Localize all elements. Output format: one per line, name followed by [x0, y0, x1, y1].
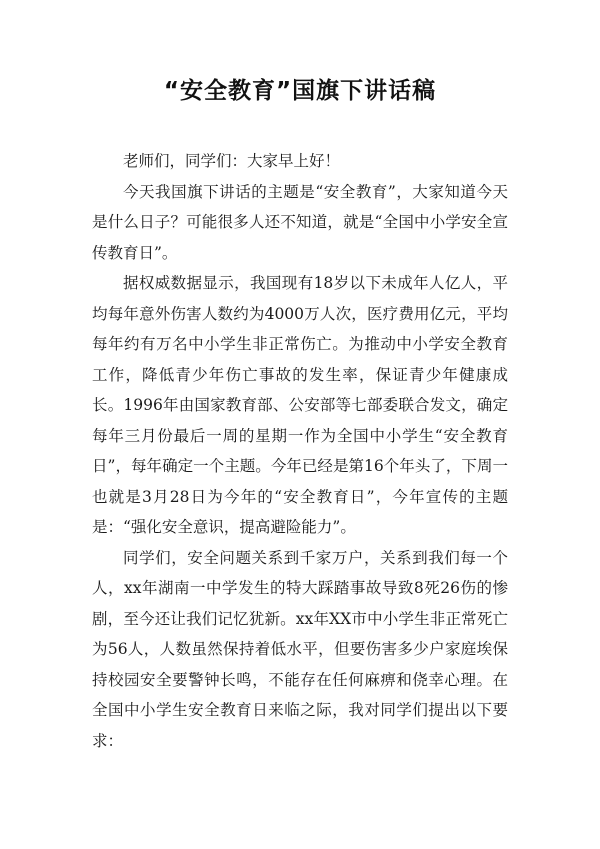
paragraph-intro: 今天我国旗下讲话的主题是“安全教育”，大家知道今天是什么日子？可能很多人还不知道，就是“全国中小学安全宣传教育日”。: [92, 182, 508, 262]
paragraph-statistics: 据权威数据显示，我国现有18岁以下未成年人亿人，平均每年意外伤害人数约为4000万人次，医疗费用亿元，平均每年约有万名中小学生非正常伤亡。为推动中小学安全教育工作，降低青少年伤亡事故的发生率，保证青少年健康成长。1996年由国家教育部、公安部等七部委联合发文，确定每年三月份最后一周的星期一作为全国中小学生“安全教育日”，每年确定一个主题。今年已经是第16个年头了，下周一也就是3月28日为今年的“安全教育日”，今年宣传的主题是：“强化安全意识，提高避险能力”。: [92, 274, 508, 536]
paragraph-greeting: 老师们，同学们：大家早上好！: [123, 152, 341, 170]
paragraph-requirements-intro: 同学们，安全问题关系到千家万户，关系到我们每一个人，xx年湖南一中学发生的特大踩踏事故导致8死26伤的惨剧，至今还让我们记忆犹新。xx年XX市中小学生非正常死亡为56人，人数虽然保持着低水平，但要伤害多少户家庭埃保持校园安全要警钟长鸣，不能存在任何麻痹和侥幸心理。在全国中小学生安全教育日来临之际，我对同学们提出以下要求：: [92, 548, 508, 750]
document-body: [92, 146, 508, 756]
document-title: “安全教育”国旗下讲话稿: [163, 78, 437, 104]
